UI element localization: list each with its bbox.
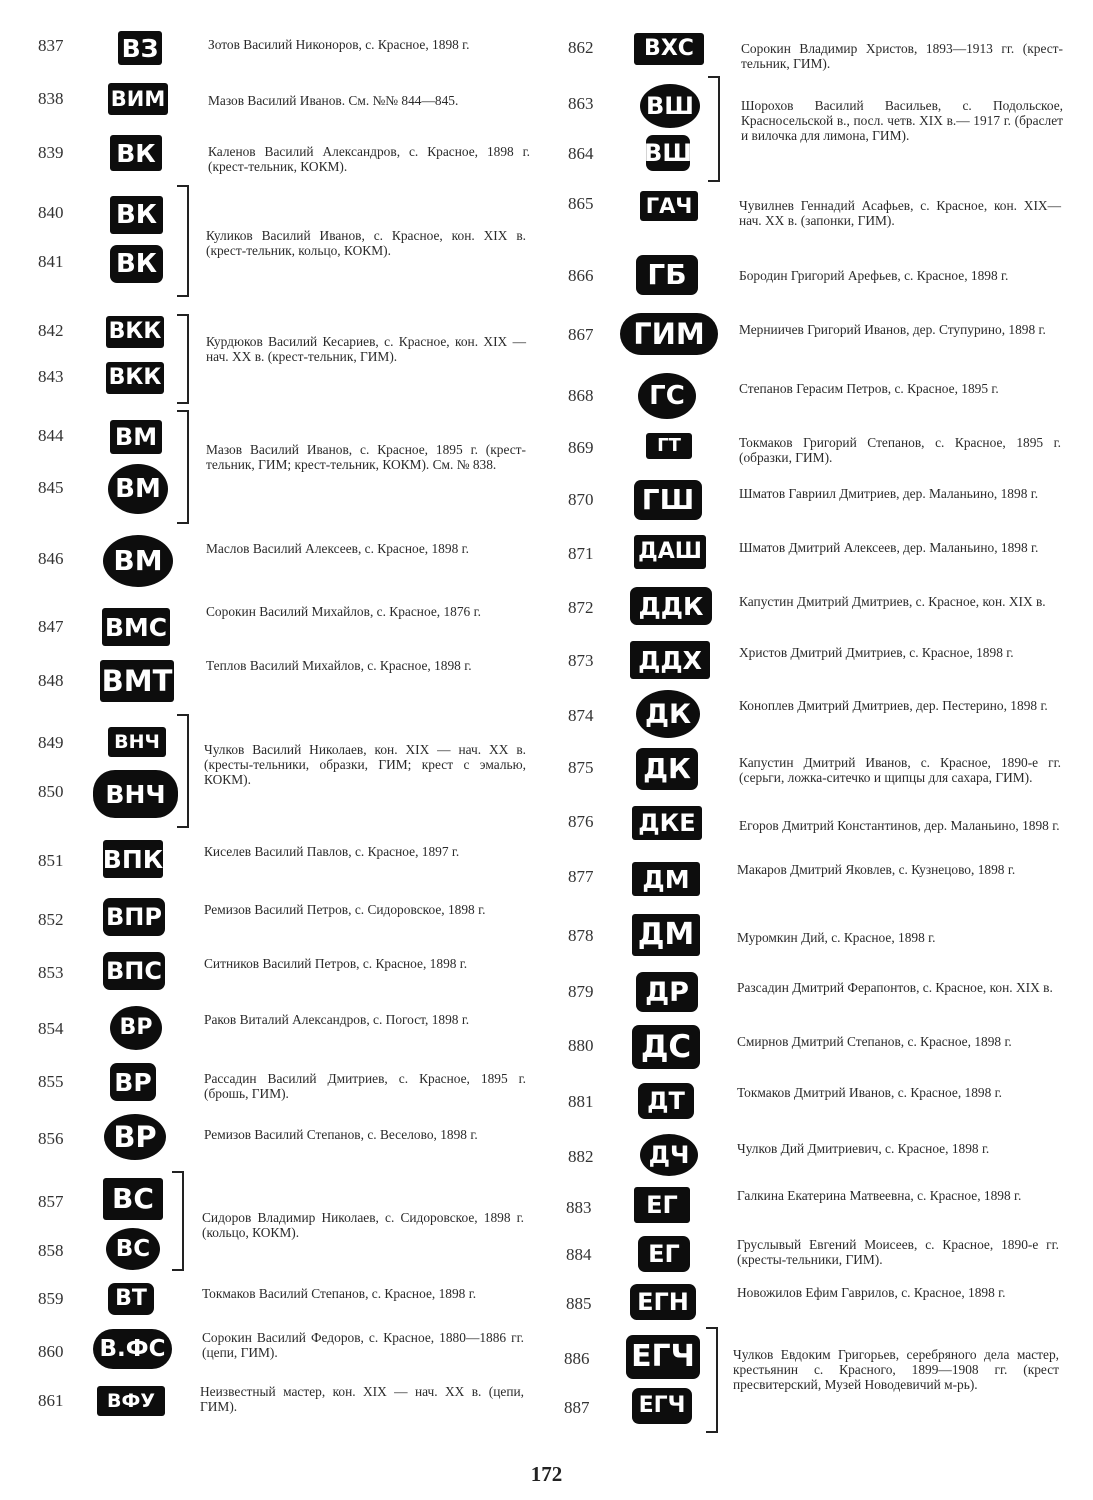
group-bracket [177,185,189,297]
entry-number: 881 [568,1092,594,1111]
entry-description: Груслывый Евгений Моисеев, с. Красное, 1890-е гг. (кресты-тельники, ГИМ). [737,1237,1059,1267]
entry-number: 867 [568,325,594,344]
entry-description: Сидоров Владимир Николаев, с. Сидоровское, 1898 г. (кольцо, КОКМ). [202,1210,524,1240]
entry-number: 876 [568,812,594,831]
hallmark-stamp: ДС [632,1025,700,1069]
hallmark-stamp: ВИМ [108,83,168,115]
hallmark-stamp: ВР [104,1114,166,1160]
entry-number: 875 [568,758,594,777]
hallmark-stamp: ВМС [102,608,170,646]
entry-description: Рассадин Василий Дмитриев, с. Красное, 1895 г. (брошь, ГИМ). [204,1071,526,1101]
hallmark-stamp: ДЧ [640,1134,698,1176]
entry-number: 868 [568,386,594,405]
hallmark-stamp: ДМ [632,862,700,896]
entry-number: 847 [38,617,64,636]
group-bracket [708,76,720,182]
entry-description: Егоров Дмитрий Константинов, дер. Маланьино, 1898 г. [739,818,1060,833]
entry-number: 885 [566,1294,592,1313]
entry-description: Курдюков Василий Кесариев, с. Красное, кон. XIX — нач. XX в. (крест-тельник, ГИМ). [206,334,526,364]
hallmark-stamp: ДКЕ [632,806,702,840]
entry-number: 860 [38,1342,64,1361]
hallmark-stamp: ЕГ [638,1236,690,1272]
entry-description: Каленов Василий Александров, с. Красное, 1898 г. (крест-тельник, КОКМ). [208,144,530,174]
hallmark-stamp: ВК [110,135,162,171]
entry-number: 862 [568,38,594,57]
group-bracket [177,714,189,828]
entry-number: 838 [38,89,64,108]
hallmark-stamp: ДК [636,690,700,738]
entry-number: 866 [568,266,594,285]
hallmark-stamp: ВШ [646,135,690,171]
group-bracket [177,410,189,524]
entry-number: 863 [568,94,594,113]
hallmark-stamp: ГШ [634,480,702,520]
hallmark-stamp: ВК [110,245,163,283]
entry-number: 837 [38,36,64,55]
entry-description: Токмаков Василий Степанов, с. Красное, 1898 г. [202,1286,477,1301]
entry-description: Капустин Дмитрий Иванов, с. Красное, 1890-е гг. (серьги, ложка-ситечко и щипцы для сахара, ГИМ). [739,755,1061,785]
entry-number: 884 [566,1245,592,1264]
hallmark-stamp: ВПК [103,840,163,878]
group-bracket [706,1327,718,1433]
entry-description: Мазов Василий Иванов. См. №№ 844—845. [208,93,459,108]
hallmark-stamp: ВР [110,1006,162,1050]
entry-number: 869 [568,438,594,457]
entry-description: Шматов Дмитрий Алексеев, дер. Маланьино, 1898 г. [739,540,1039,555]
entry-number: 839 [38,143,64,162]
entry-description: Шорохов Василий Васильев, с. Подольское, Красносельской в., посл. четв. XIX в.— 1917 г. (браслет и вилочка для лимона, ГИМ). [741,98,1063,143]
hallmark-stamp: ДДХ [630,641,710,679]
hallmark-stamp: ЕГН [630,1284,696,1320]
entry-number: 844 [38,426,64,445]
entry-description: Теплов Василий Михайлов, с. Красное, 1898 г. [206,658,472,673]
entry-number: 848 [38,671,64,690]
entry-number: 886 [564,1349,590,1368]
entry-description: Разсадин Дмитрий Ферапонтов, с. Красное, кон. XIX в. [737,980,1053,995]
entry-description: Галкина Екатерина Матвеевна, с. Красное, 1898 г. [737,1188,1022,1203]
group-bracket [177,314,189,404]
entry-number: 880 [568,1036,594,1055]
hallmark-stamp: ГАЧ [640,191,698,221]
entry-description: Чувилнев Геннадий Асафьев, с. Красное, кон. XIX—нач. XX в. (запонки, ГИМ). [739,198,1061,228]
entry-description: Степанов Герасим Петров, с. Красное, 1895 г. [739,381,999,396]
hallmark-stamp: ГС [638,373,696,419]
hallmark-stamp: ВМ [103,535,173,587]
entry-number: 841 [38,252,64,271]
hallmark-stamp: ВНЧ [93,770,178,818]
entry-number: 882 [568,1147,594,1166]
entry-description: Макаров Дмитрий Яковлев, с. Кузнецово, 1898 г. [737,862,1016,877]
hallmark-stamp: ЕГЧ [626,1335,700,1379]
hallmark-stamp: ДТ [638,1083,694,1119]
entry-description: Муромкин Дий, с. Красное, 1898 г. [737,930,936,945]
entry-description: Ремизов Василий Петров, с. Сидоровское, 1898 г. [204,902,486,917]
hallmark-stamp: ЕГ [634,1187,690,1223]
hallmark-stamp: ВР [110,1063,156,1101]
entry-description: Неизвестный мастер, кон. XIX — нач. XX в. (цепи, ГИМ). [200,1384,524,1414]
entry-description: Новожилов Ефим Гаврилов, с. Красное, 1898 г. [737,1285,1006,1300]
entry-description: Христов Дмитрий Дмитриев, с. Красное, 1898 г. [739,645,1014,660]
entry-description: Ремизов Василий Степанов, с. Веселово, 1898 г. [204,1127,478,1142]
entry-description: Киселев Василий Павлов, с. Красное, 1897 г. [204,844,460,859]
hallmark-stamp: ДАШ [634,535,706,569]
entry-number: 870 [568,490,594,509]
entry-number: 842 [38,321,64,340]
entry-number: 865 [568,194,594,213]
entry-number: 887 [564,1398,590,1417]
entry-number: 840 [38,203,64,222]
entry-description: Сорокин Василий Федоров, с. Красное, 1880—1886 гг. (цепи, ГИМ). [202,1330,524,1360]
entry-description: Чулков Евдоким Григорьев, серебряного дела мастер, крестьянин с. Красного, 1899—1908 гг. (крест пресвитерский, Музей Новодевичий м-рь). [733,1347,1059,1392]
entry-description: Токмаков Григорий Степанов, с. Красное, 1895 г. (образки, ГИМ). [739,435,1061,465]
entry-description: Чулков Дий Дмитриевич, с. Красное, 1898 г. [737,1141,990,1156]
hallmark-stamp: ВКК [106,316,164,348]
entry-number: 851 [38,851,64,870]
hallmark-stamp: ВТ [108,1283,154,1315]
group-bracket [172,1171,184,1271]
hallmark-stamp: ВПР [103,898,165,936]
hallmark-stamp: ВФУ [97,1386,165,1416]
entry-description: Токмаков Дмитрий Иванов, с. Красное, 1898 г. [737,1085,1002,1100]
entry-number: 843 [38,367,64,386]
hallmark-stamp: ВК [110,196,163,234]
entry-number: 856 [38,1129,64,1148]
hallmark-stamp: ВС [106,1228,160,1270]
hallmark-stamp: ВПС [103,952,165,990]
entry-number: 850 [38,782,64,801]
entry-number: 846 [38,549,64,568]
entry-description: Сорокин Василий Михайлов, с. Красное, 1876 г. [206,604,481,619]
entry-description: Зотов Василий Никоноров, с. Красное, 1898 г. [208,37,470,52]
entry-description: Смирнов Дмитрий Степанов, с. Красное, 1898 г. [737,1034,1012,1049]
entry-number: 874 [568,706,594,725]
entry-description: Капустин Дмитрий Дмитриев, с. Красное, кон. XIX в. [739,594,1046,609]
entry-number: 873 [568,651,594,670]
hallmark-stamp: ГБ [636,255,698,295]
hallmark-stamp: ВМ [108,464,168,514]
entry-number: 852 [38,910,64,929]
entry-number: 883 [566,1198,592,1217]
entry-number: 858 [38,1241,64,1260]
entry-number: 853 [38,963,64,982]
hallmark-stamp: ВКК [106,362,164,394]
hallmark-stamp: ДДК [630,587,712,625]
entry-description: Шматов Гавриил Дмитриев, дер. Маланьино, 1898 г. [739,486,1039,501]
hallmark-stamp: ДМ [632,914,700,956]
entry-number: 861 [38,1391,64,1410]
entry-description: Коноплев Дмитрий Дмитриев, дер. Пестерино, 1898 г. [739,698,1048,713]
hallmark-stamp: ВМ [110,420,162,454]
entry-number: 878 [568,926,594,945]
hallmark-stamp: ВС [103,1178,163,1220]
entry-description: Мерниичев Григорий Иванов, дер. Ступурино, 1898 г. [739,322,1046,337]
hallmark-stamp: ГИМ [620,313,718,355]
entry-number: 877 [568,867,594,886]
entry-number: 855 [38,1072,64,1091]
hallmark-stamp: ДР [636,972,698,1012]
entry-number: 872 [568,598,594,617]
page-number: 172 [530,1462,563,1486]
hallmark-stamp: ВХС [634,33,704,65]
entry-number: 864 [568,144,594,163]
entry-description: Чулков Василий Николаев, кон. XIX — нач. XX в. (кресты-тельники, образки, ГИМ; крест с эмалью, КОКМ). [204,742,526,787]
hallmark-stamp: ДК [636,748,698,790]
entry-number: 857 [38,1192,64,1211]
hallmark-stamp: В.ФС [93,1329,172,1369]
entry-description: Раков Виталий Александров, с. Погост, 1898 г. [204,1012,470,1027]
hallmark-stamp: ВШ [640,84,700,128]
entry-description: Маслов Василий Алексеев, с. Красное, 1898 г. [206,541,469,556]
hallmark-stamp: ВНЧ [108,727,166,757]
entry-description: Ситников Василий Петров, с. Красное, 1898 г. [204,956,468,971]
hallmark-stamp: ВЗ [118,31,162,65]
entry-description: Куликов Василий Иванов, с. Красное, кон. XIX в. (крест-тельник, кольцо, КОКМ). [206,228,526,258]
hallmark-stamp: ГТ [646,433,692,459]
entry-description: Мазов Василий Иванов, с. Красное, 1895 г. (крест-тельник, ГИМ; крест-тельник, КОКМ). См. № 838. [206,442,526,472]
hallmark-stamp: ВМТ [100,660,174,702]
entry-number: 879 [568,982,594,1001]
entry-number: 849 [38,733,64,752]
entry-number: 871 [568,544,594,563]
entry-description: Сорокин Владимир Христов, 1893—1913 гг. (крест-тельник, ГИМ). [741,41,1063,71]
hallmark-stamp: ЕГЧ [632,1388,692,1424]
entry-number: 854 [38,1019,64,1038]
entry-description: Бородин Григорий Арефьев, с. Красное, 1898 г. [739,268,1009,283]
entry-number: 859 [38,1289,64,1308]
entry-number: 845 [38,478,64,497]
